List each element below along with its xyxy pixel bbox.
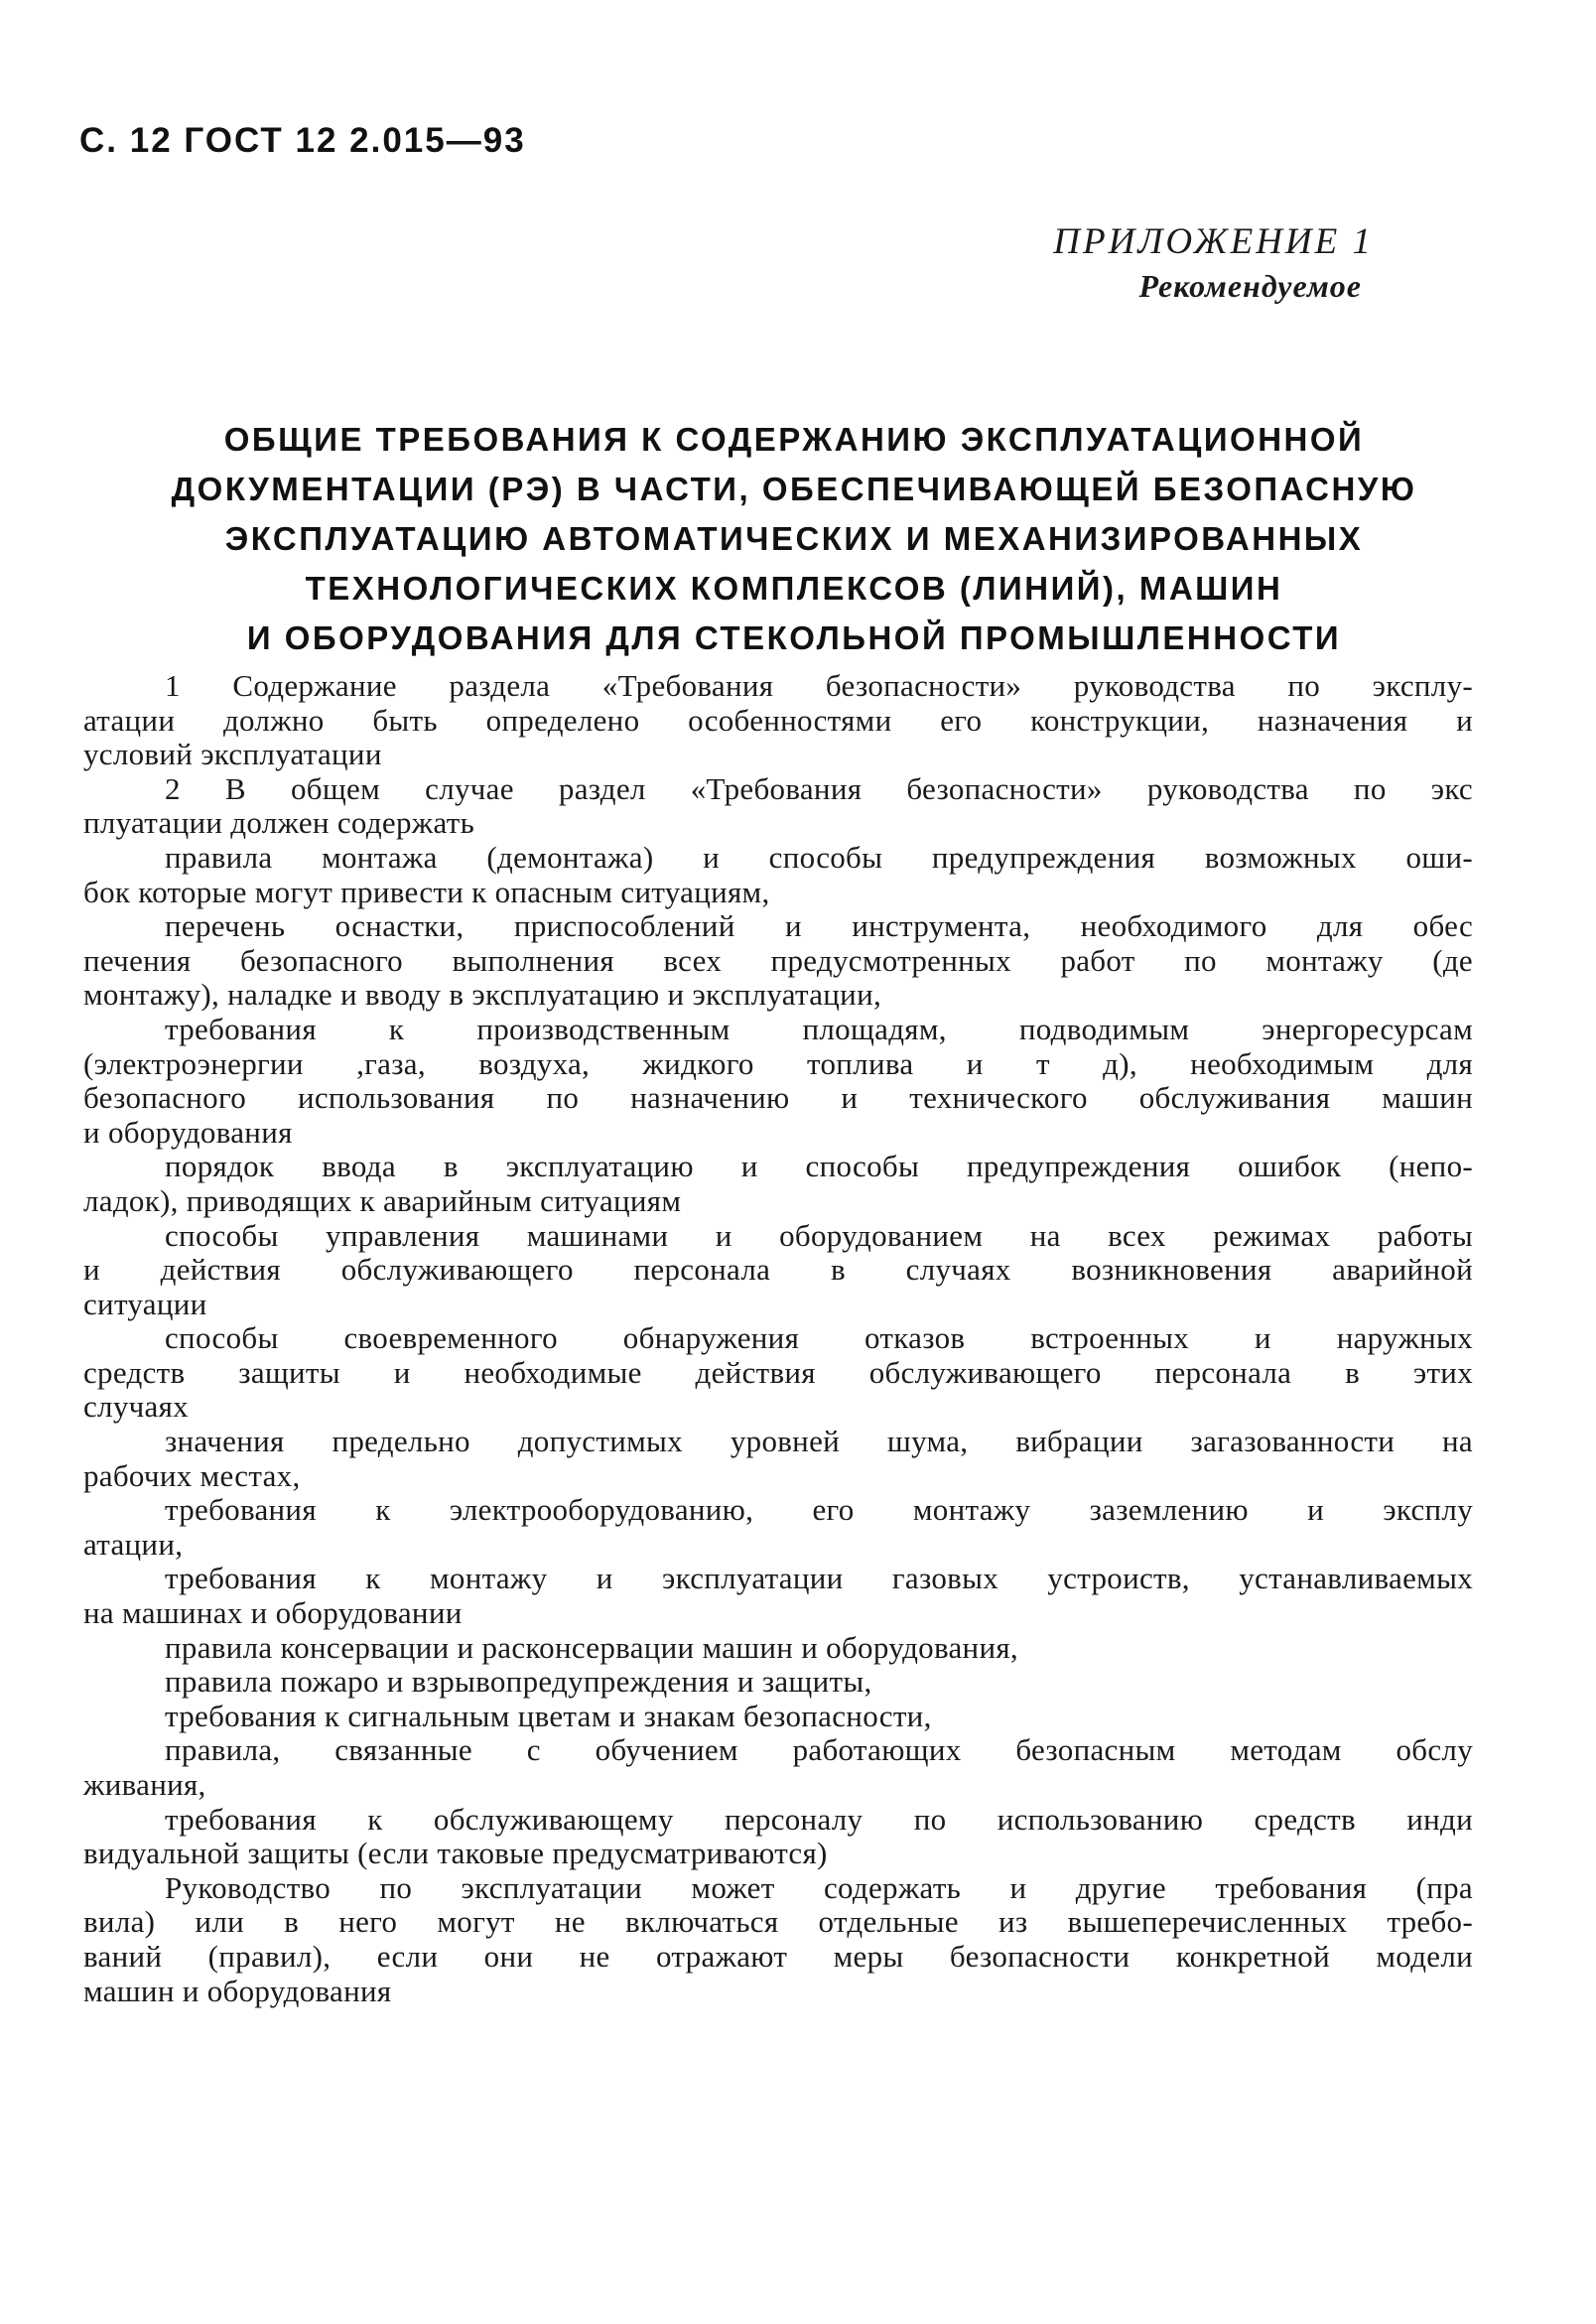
body-paragraph bbox=[83, 1562, 1473, 1630]
body-paragraph bbox=[83, 1013, 1473, 1150]
paragraph-line: атации должно быть определено особенностями его конструкции, назначения и bbox=[83, 702, 1473, 738]
body-paragraph bbox=[83, 1219, 1473, 1322]
paragraph-line: бок которые могут привести к опасным ситуациям, bbox=[83, 874, 770, 909]
document-title bbox=[149, 415, 1439, 663]
body-paragraph bbox=[83, 1733, 1473, 1802]
paragraph-line: ситуации bbox=[83, 1286, 207, 1321]
body-paragraph bbox=[83, 1150, 1473, 1218]
paragraph-line: средств защиты и необходимые действия обслуживающего персонала в этих bbox=[83, 1354, 1473, 1390]
title-line: ТЕХНОЛОГИЧЕСКИХ КОМПЛЕКСОВ (ЛИНИЙ), МАШИН bbox=[305, 570, 1283, 607]
title-line: И ОБОРУДОВАНИЯ ДЛЯ СТЕКОЛЬНОЙ ПРОМЫШЛЕННОСТИ bbox=[246, 619, 1342, 656]
paragraph-line: способы своевременного обнаружения отказов встроенных и наружных bbox=[165, 1320, 1473, 1356]
paragraph-line: вила) или в него могут не включаться отдельные из вышеперечисленных требо- bbox=[83, 1904, 1473, 1940]
appendix-status: Рекомендуемое bbox=[1138, 268, 1362, 304]
paragraph-line: ладок), приводящих к аварийным ситуациям bbox=[83, 1182, 682, 1218]
body-paragraph bbox=[83, 909, 1473, 1013]
body-paragraph bbox=[83, 1321, 1473, 1425]
paragraph-line: ваний (правил), если они не отражают меры безопасности конкретной модели bbox=[83, 1938, 1473, 1974]
paragraph-line: живания, bbox=[83, 1767, 206, 1802]
paragraph-line: требования к электрооборудованию, его монтажу заземлению и эксплу bbox=[165, 1492, 1473, 1528]
paragraph-line: Руководство по эксплуатации может содержать и другие требования (пра bbox=[165, 1869, 1473, 1905]
paragraph-line: правила пожаро и взрывопредупреждения и защиты, bbox=[165, 1664, 872, 1700]
paragraph-line: (электроэнергии ,газа, воздуха, жидкого топлива и т д), необходимым для bbox=[83, 1045, 1473, 1081]
paragraph-line: требования к обслуживающему персоналу по использованию средств инди bbox=[165, 1801, 1473, 1837]
paragraph-line: требования к производственным площадям, подводимым энергоресурсам bbox=[165, 1011, 1473, 1046]
paragraph-line: и действия обслуживающего персонала в случаях возникновения аварийной bbox=[83, 1252, 1473, 1288]
paragraph-line: требования к сигнальным цветам и знакам безопасности, bbox=[165, 1698, 932, 1733]
title-line: ЭКСПЛУАТАЦИЮ АВТОМАТИЧЕСКИХ И МЕХАНИЗИРОВАННЫХ bbox=[224, 520, 1364, 557]
paragraph-line: правила монтажа (демонтажа) и способы предупреждения возможных оши- bbox=[165, 839, 1473, 875]
body-paragraph bbox=[83, 841, 1473, 909]
body-paragraph bbox=[83, 1803, 1473, 1871]
title-line: ОБЩИЕ ТРЕБОВАНИЯ К СОДЕРЖАНИЮ ЭКСПЛУАТАЦИОННОЙ bbox=[223, 421, 1365, 458]
paragraph-line: порядок ввода в эксплуатацию и способы предупреждения ошибок (непо- bbox=[165, 1149, 1473, 1184]
body-paragraph bbox=[83, 1631, 1473, 1666]
paragraph-line: плуатации должен содержать bbox=[83, 805, 475, 841]
paragraph-line: требования к монтажу и эксплуатации газовых устроиств, устанавливаемых bbox=[165, 1561, 1473, 1596]
paragraph-line: способы управления машинами и оборудованием на всех режимах работы bbox=[165, 1217, 1473, 1253]
body-paragraph bbox=[83, 1425, 1473, 1493]
body-paragraph bbox=[83, 1665, 1473, 1700]
body-paragraph bbox=[83, 772, 1473, 841]
appendix-label: ПРИЛОЖЕНИЕ 1 bbox=[1053, 221, 1374, 262]
paragraph-line: видуальной защиты (если таковые предусматриваются) bbox=[83, 1836, 828, 1871]
paragraph-line: безопасного использования по назначению и технического обслуживания машин bbox=[83, 1080, 1473, 1116]
paragraph-line: правила, связанные с обучением работающих безопасным методам обслу bbox=[165, 1732, 1473, 1768]
paragraph-line: 2 В общем случае раздел «Требования безопасности» руководства по экс bbox=[165, 770, 1473, 806]
paragraph-line: правила консервации и расконсервации машин и оборудования, bbox=[165, 1629, 1018, 1665]
paragraph-line: машин и оборудования bbox=[83, 1973, 392, 2008]
body-paragraph bbox=[83, 1871, 1473, 2008]
paragraph-line: 1 Содержание раздела «Требования безопасности» руководства по эксплу- bbox=[165, 668, 1473, 703]
document-body bbox=[83, 669, 1473, 2008]
title-line: ДОКУМЕНТАЦИИ (РЭ) В ЧАСТИ, ОБЕСПЕЧИВАЮЩЕЙ БЕЗОПАСНУЮ bbox=[171, 471, 1417, 507]
paragraph-line: на машинах и оборудовании bbox=[83, 1595, 463, 1631]
paragraph-line: перечень оснастки, приспособлений и инструмента, необходимого для обес bbox=[165, 908, 1473, 944]
paragraph-line: условий эксплуатации bbox=[83, 737, 382, 772]
paragraph-line: монтажу), наладке и вводу в эксплуатацию и эксплуатации, bbox=[83, 977, 882, 1013]
paragraph-line: и оборудования bbox=[83, 1114, 293, 1150]
paragraph-line: печения безопасного выполнения всех предусмотренных работ по монтажу (де bbox=[83, 942, 1473, 978]
paragraph-line: случаях bbox=[83, 1389, 189, 1425]
body-paragraph bbox=[83, 669, 1473, 772]
running-header: С. 12 ГОСТ 12 2.015—93 bbox=[79, 121, 526, 160]
paragraph-line: рабочих местах, bbox=[83, 1457, 301, 1493]
body-paragraph bbox=[83, 1493, 1473, 1562]
paragraph-line: значения предельно допустимых уровней шума, вибрации загазованности на bbox=[165, 1424, 1473, 1459]
body-paragraph bbox=[83, 1700, 1473, 1734]
paragraph-line: атации, bbox=[83, 1526, 184, 1562]
